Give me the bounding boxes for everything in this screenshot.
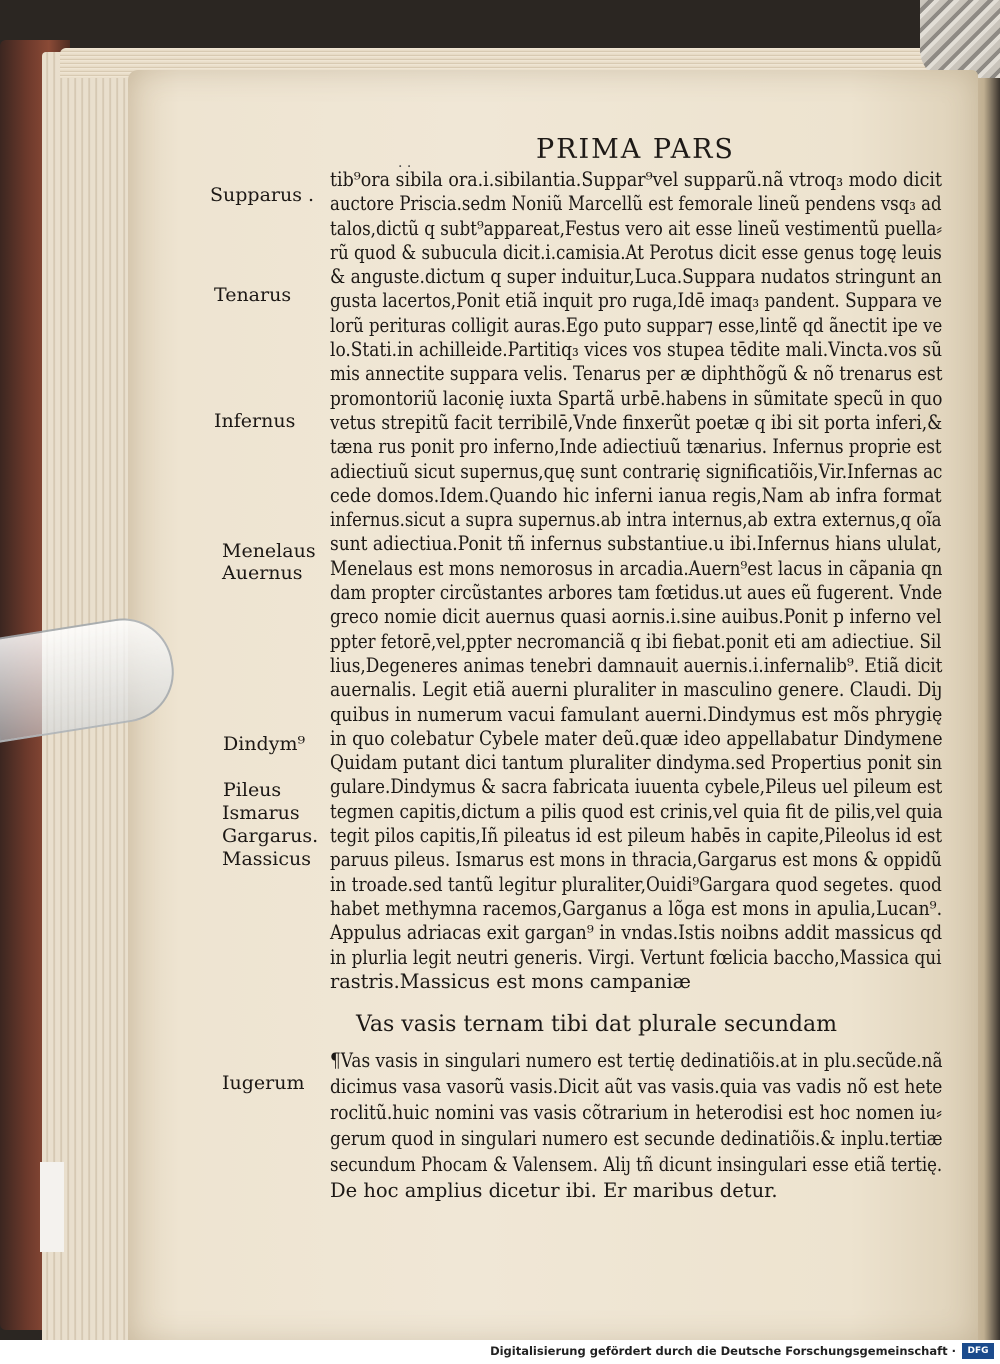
text-line: mis annectite suppara velis. Tenarus per æ diphthõgũ & nõ trenarus est — [330, 362, 943, 386]
text-line: Menelaus est mons nemorosus in arcadia.Auern⁹est lacus in cãpania qn — [330, 556, 943, 580]
margin-note: Supparus . — [210, 184, 315, 206]
text-line: lo.Stati.in achilleide.Partitiq₃ vices vos stupea tēdite mali.Vincta.vos sũ — [330, 338, 943, 362]
margin-note: Menelaus — [222, 540, 316, 562]
text-line: gulare.Dindymus & sacra fabricata iuuenta cybele,Pileus uel pileum est — [330, 775, 943, 799]
text-line: gerum quod in singulari numero est secunde dedinatiõis.& inplu.tertiæ — [330, 1127, 943, 1151]
running-header: PRIMA PARS — [536, 134, 735, 165]
text-line: tegmen capitis,dictum a pilis quod est crinis,vel quia fit de pilis,vel quia — [330, 799, 943, 823]
dfg-logo: DFG — [962, 1343, 994, 1359]
margin-note: Iugerum — [222, 1072, 305, 1094]
paper-tab — [40, 1162, 64, 1252]
footer-credit: Digitalisierung gefördert durch die Deutsche Forschungsgemeinschaft · — [490, 1344, 956, 1358]
margin-note: Auernus — [222, 562, 303, 584]
section-heading: Vas vasis ternam tibi dat plurale secundam — [356, 1012, 837, 1038]
text-line: greco nomie dicit auernus quasi aornis.i.sine auibus.Ponit p inferno vel — [330, 605, 942, 629]
text-line: gusta lacertos,Ponit etiã inquit pro ruga,Idē imaq₃ pandent. Suppara ve — [330, 289, 943, 313]
text-line: quibus in numerum vacui famulant auerni.Dindymus est mõs phrygię — [330, 702, 943, 726]
section-body — [330, 1048, 943, 1204]
text-line: lorũ perituras colligit auras.Ego puto suppar⁊ esse,lintẽ qd ãnectit ipe ve — [330, 313, 943, 337]
text-line: tæna rus ponit pro inferno,Inde adiectiuũ tænarius. Infernus proprie est — [330, 435, 942, 459]
text-line: & anguste.dictum q super induitur,Luca.Suppara nudatos stringunt an — [330, 265, 942, 289]
margin-note: Ismarus — [222, 802, 300, 824]
text-line: rastris.Massicus est mons campaniæ — [330, 969, 691, 993]
text-line: paruus pileus. Ismarus est mons in thracia,Gargarus est mons & oppidũ — [330, 848, 942, 872]
margin-note: Gargarus. — [222, 825, 319, 847]
text-line: habet methymna racemos,Garganus a lõga est mons in apulia,Lucan⁹. — [330, 896, 943, 920]
text-line: dam propter circũstantes arbores tam fœtidus.ut aues eũ fugerent. Vnde — [330, 581, 943, 605]
text-line: dicimus vasa vasorũ vasis.Dicit aũt vas vasis.quia vas vadis nõ est hete — [330, 1075, 943, 1099]
text-line: auernalis. Legit etiã auerni pluraliter in masculino genere. Claudi. Diȷ — [330, 678, 943, 702]
text-line: Appulus adriacas exit gargan⁹ in vndas.Istis noibns addit massicus qd — [330, 921, 943, 945]
text-line: Quidam putant dici tantum pluraliter dindyma.sed Propertius ponit sin — [330, 751, 943, 775]
margin-note: Infernus — [214, 410, 296, 432]
text-line: in plurlia legit neutri generis. Virgi. Vertunt fœlicia baccho,Massica qui — [330, 945, 942, 969]
margin-note: Pileus — [223, 779, 282, 801]
text-line: vetus strepitũ facit terribilē,Vnde finxerũt poetæ q ibi sit porta inferi,& — [330, 410, 943, 434]
text-line: cede domos.Idem.Quando hic inferni ianua regis,Nam ab infra format — [330, 483, 942, 507]
text-line: roclitũ.huic nomini vas vasis cõtrarium in heterodisi est hoc nomen iu⸗ — [330, 1101, 942, 1125]
text-line: lius,Degeneres animas tenebri damnauit auernis.i.infernalib⁹. Etiã dicit — [330, 653, 943, 677]
text-line: ¶Vas vasis in singulari numero est tertię dedinatiõis.at in plu.secũde.nã — [330, 1049, 943, 1073]
text-line: ppter fetorē,vel,ppter necromanciã q ibi fiebat.ponit eti am adiectiue. Sil — [330, 629, 942, 653]
main-text-block — [330, 168, 943, 1204]
text-line: tib⁹ora sibila ora.i.sibilantia.Suppar⁹vel supparũ.nã vtroq₃ modo dicit — [330, 168, 943, 191]
text-line: sunt adiectiua.Ponit tñ infernus substantiue.u ibi.Infernus hians ululat, — [330, 532, 942, 556]
text-line: auctore Priscia.sedm Noniũ Marcellũ est femorale lineũ pendens vsq₃ ad — [330, 192, 942, 216]
text-line: in quo colebatur Cybele mater deũ.quæ ideo appellabatur Dindymene — [330, 726, 943, 750]
text-line: infernus.sicut a supra supernus.ab intra internus,ab extra externus,q oĩa — [330, 508, 942, 532]
text-line: De hoc amplius dicetur ibi. Er maribus detur. — [330, 1179, 778, 1203]
binding-cord — [920, 0, 1000, 80]
text-line: rũ quod & subucula dicit.i.camisia.At Perotus dicit esse genus togę leuis — [330, 240, 942, 264]
header-dots: . . — [398, 155, 412, 171]
margin-note: Dindym⁹ — [223, 733, 306, 755]
text-line: promontoriũ laconię iuxta Spartã urbē.habens in sũmitate specũ in quo — [330, 386, 943, 410]
text-line: adiectiuũ sicut supernus,quę sunt contrarię significatiõis,Vir.Infernas ac — [330, 459, 943, 483]
text-line: in troade.sed tantũ legitur pluraliter,Ouidi⁹Gargara quod segetes. quod — [330, 872, 942, 896]
margin-note: Tenarus — [214, 284, 292, 306]
text-line: tegit pilos capitis,Iñ pileatus id est pileum habēs in capite,Pileolus id est — [330, 824, 943, 848]
margin-note: Massicus — [222, 848, 311, 870]
text-line: talos,dictũ q subt⁹appareat,Festus vero ait esse lineũ vestimentũ puella⸗ — [330, 216, 943, 240]
text-line: secundum Phocam & Valensem. Aliȷ tñ dicunt insingulari esse etiã tertię. — [330, 1153, 943, 1177]
